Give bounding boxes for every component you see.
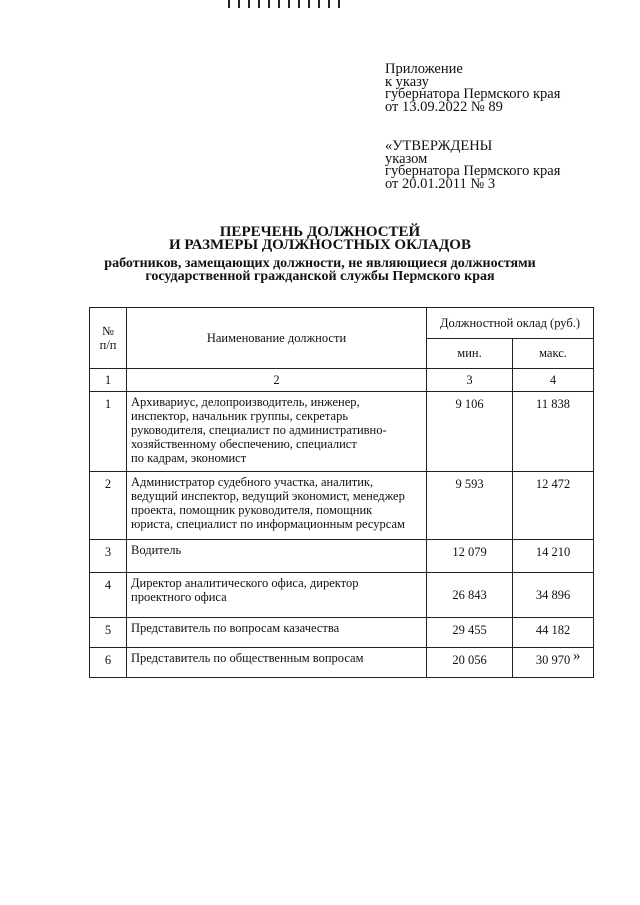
name-line: проекта, помощник руководителя, помощник [131,503,373,517]
row-max-salary: 34 896 [513,573,594,618]
name-line: Представитель по общественным вопросам [131,651,364,665]
document-subtitle [0,257,640,283]
table-row [90,648,594,678]
subtitle-line-2: государственной гражданской службы Пермского края [145,269,495,284]
table-row [90,392,594,472]
column-number-row [90,369,594,392]
scan-marks [228,0,348,10]
row-min-salary: 29 455 [427,618,513,648]
appendix-block [385,63,560,113]
row-number: 6 [90,648,127,678]
name-line: Администратор судебного участка, аналитик, [131,475,374,489]
name-line: инспектор, начальник группы, секретарь [131,409,349,423]
row-position-name [127,392,427,472]
document-title [0,226,640,252]
name-line: проектного офиса [131,590,227,604]
name-line: Представитель по вопросам казачества [131,621,340,635]
header-number [90,308,127,369]
column-number: 2 [127,369,427,392]
column-number: 4 [513,369,594,392]
header-position-name: Наименование должности [127,308,427,369]
table-row [90,540,594,573]
appendix-line: Приложение [385,61,463,77]
approval-line: «УТВЕРЖДЕНЫ [385,138,493,154]
name-line: хозяйственному обеспечению, специалист [131,437,357,451]
row-position-name [127,540,427,573]
row-position-name [127,573,427,618]
row-max-salary: 14 210 [513,540,594,573]
row-number: 1 [90,392,127,472]
name-line: по кадрам, экономист [131,451,247,465]
table-row [90,472,594,540]
approval-line: от 20.01.2011 № 3 [385,175,496,192]
name-line: руководителя, специалист по административно- [131,423,387,437]
title-line-1: ПЕРЕЧЕНЬ ДОЛЖНОСТЕЙ [219,224,421,240]
row-min-salary: 12 079 [427,540,513,573]
appendix-line: от 13.09.2022 № 89 [385,98,503,115]
row-max-salary: 11 838 [513,392,594,472]
row-max-salary: 12 472 [513,472,594,540]
row-position-name [127,472,427,540]
row-min-salary: 26 843 [427,573,513,618]
approval-block [385,140,560,190]
approval-line: губернатора Пермского края [385,163,561,179]
appendix-line: к указу [385,73,429,90]
row-max-salary: 30 970 [513,648,594,678]
row-min-salary: 9 593 [427,472,513,540]
table-row [90,618,594,648]
name-line: ведущий инспектор, ведущий экономист, менеджер [131,489,405,503]
title-line-2: И РАЗМЕРЫ ДОЛЖНОСТНЫХ ОКЛАДОВ [169,237,471,253]
positions-table [89,307,594,678]
header-number-abbr: п/п [99,338,117,352]
row-number: 4 [90,573,127,618]
row-position-name [127,618,427,648]
closing-quote: » [573,648,581,664]
table-header-row [90,308,594,339]
name-line: юриста, специалист по информационным ресурсам [131,517,405,531]
header-min: мин. [427,338,513,369]
row-min-salary: 9 106 [427,392,513,472]
appendix-line: губернатора Пермского края [385,86,561,102]
row-position-name [127,648,427,678]
row-min-salary: 20 056 [427,648,513,678]
column-number: 1 [90,369,127,392]
column-number: 3 [427,369,513,392]
row-number: 2 [90,472,127,540]
row-number: 5 [90,618,127,648]
subtitle-line-1: работников, замещающих должности, не являющиеся должностями [104,256,536,271]
table-row [90,573,594,618]
row-max-salary: 44 182 [513,618,594,648]
name-line: Водитель [131,543,182,557]
header-salary: Должностной оклад (руб.) [427,308,594,339]
header-max: макс. [513,338,594,369]
header-number-sign: № [102,324,114,338]
name-line: Директор аналитического офиса, директор [131,576,359,590]
name-line: Архивариус, делопроизводитель, инженер, [131,395,360,409]
row-number: 3 [90,540,127,573]
approval-line: указом [385,150,428,167]
